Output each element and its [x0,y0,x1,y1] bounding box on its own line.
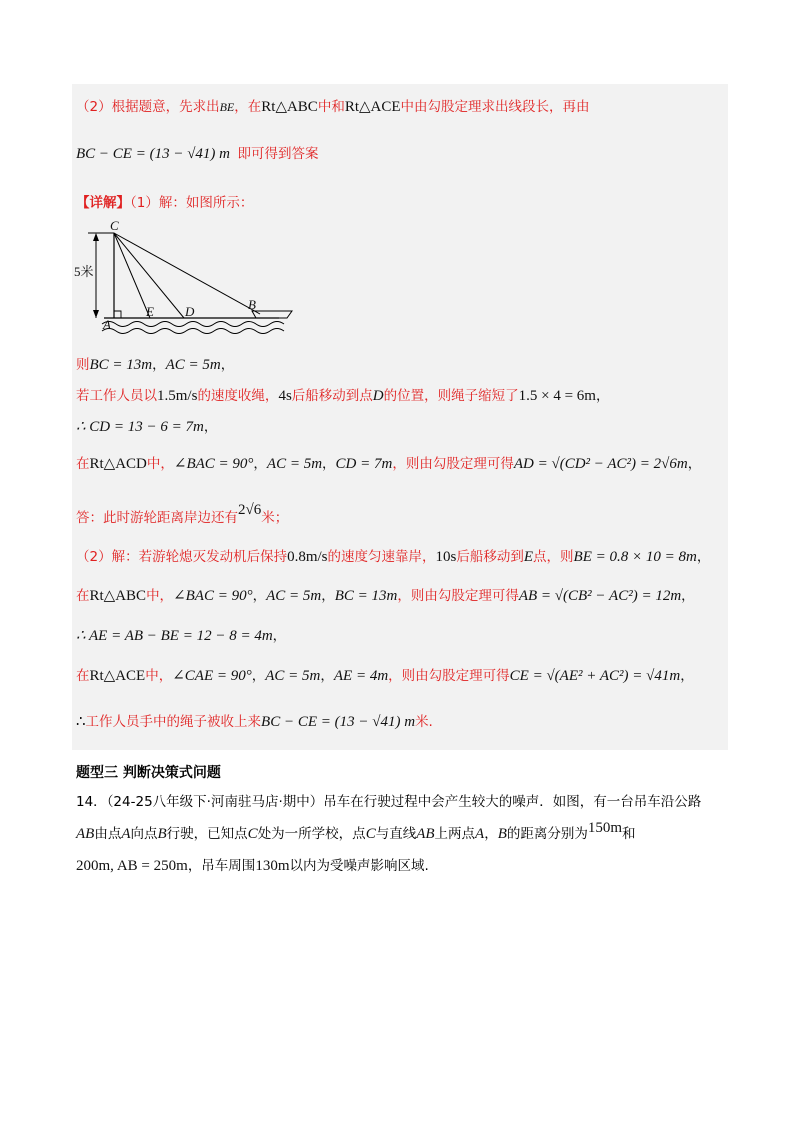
math-be: BE = 0.8 × 10 = 8m [573,549,697,565]
solution-line-4 [76,454,701,475]
text: 后船移动到点 [291,388,373,404]
math-angle: ∠BAC = 90° [173,456,254,472]
hint-text: （2）根据题意，先求出 [76,99,220,115]
text: 米. [415,714,433,730]
text: 在 [76,456,90,472]
detail-tag: 【详解】 [76,195,130,211]
math-point: A [121,826,131,842]
text: 和 [622,826,636,842]
solution-line-6 [76,547,710,568]
hint-line-1 [76,97,590,118]
math-distance: 150m [587,820,623,836]
text: ， [320,668,334,684]
text: 中， [145,668,173,684]
wave-line-1 [102,322,284,327]
text: （2）解：若游轮熄灭发动机后保持 [76,549,288,565]
math-be: BE [219,100,235,114]
solution-line-3 [76,417,217,438]
math-cd: ∴ CD = 13 − 6 = 7m [76,419,204,435]
hint-text: 中和 [317,99,345,115]
text: 的位置，则绳子缩短了 [383,388,519,404]
question-source: （24-25八年级下·河南驻马店·期中） [106,794,324,810]
arrow-up-icon [93,233,99,241]
math-rt-ace: Rt△ACE [89,668,146,684]
solution-line-5 [76,502,289,529]
hint-text: ，在 [234,99,262,115]
text: 上两点 [434,826,476,842]
text: 向点 [130,826,158,842]
math-bc-ce: BC − CE = (13 − √41) m [76,146,231,162]
math-angle: ∠CAE = 90° [172,668,252,684]
text: ， [680,668,694,684]
text: 行驶，已知点 [166,826,248,842]
math-ac: AC = 5m [165,357,221,373]
label-d: D [185,304,195,319]
math-radius: 130m [255,858,290,874]
label-5m: 5米 [74,264,94,279]
math-point: A [475,826,485,842]
rope-ship-figure [74,216,304,338]
math-speed: 1.5m/s [157,388,198,404]
math-ad: AD = √(CD² − AC²) = 2√6m [513,456,688,472]
detail-line [76,193,253,214]
math-point: B [497,826,507,842]
math-bc: BC = 13m [334,588,398,604]
math-rt-abc: Rt△ABC [89,588,147,604]
label-e: E [146,304,154,319]
hint-line-2 [76,144,319,165]
question-line-3 [76,856,429,877]
math-speed: 0.8m/s [287,549,328,565]
math-ab: AB [416,826,435,842]
section-heading: 题型三 判断决策式问题 [76,765,221,781]
question-number: 14． [76,794,107,810]
text: ，吊车周围 [187,858,256,874]
label-c: C [110,218,119,233]
math-point: C [247,826,258,842]
math-ce: CE = √(AE² + AC²) = √41m [509,668,681,684]
text: ，则由勾股定理可得 [397,588,519,604]
text: 后船移动到 [456,549,524,565]
text: ， [322,456,336,472]
text: 米； [261,510,289,526]
math-bc: BC = 13m [89,357,153,373]
solution-line-8 [76,626,286,647]
text: 若工作人员以 [76,388,157,404]
text: 中， [146,456,174,472]
math-point: C [365,826,376,842]
text: ， [321,588,335,604]
solution-line-1 [76,355,234,376]
text: 则 [76,357,90,373]
solution-line-9 [76,666,694,687]
label-a: A [103,317,111,332]
segment-ce [114,233,150,318]
text: 点，则 [533,549,574,565]
text: 的速度匀速靠岸， [327,549,436,565]
text: 与直线 [375,826,417,842]
text: ， [253,456,267,472]
hint-text: 即可得到答案 [237,146,319,162]
solution-line-2 [76,386,609,407]
math-rt-ace: Rt△ACE [344,99,401,115]
math-rt-acd: Rt△ACD [89,456,147,472]
math-ae: ∴ AE = AB − BE = 12 − 8 = 4m [76,628,273,644]
text: 以内为受噪声影响区域. [289,858,429,874]
text: ， [687,456,702,472]
question-text: 吊车在行驶过程中会产生较大的噪声．如图，有一台吊车沿公路 [323,794,702,810]
math-angle: ∠BAC = 90° [173,588,253,604]
math-ac: AC = 5m [266,588,322,604]
text: 由点 [94,826,122,842]
math-time: 4s [278,388,292,404]
math-ab: AB = √(CB² − AC²) = 12m [518,588,682,604]
segment-cb [114,233,260,314]
text: ， [220,357,235,373]
text: 的距离分别为 [506,826,588,842]
text: ， [696,549,711,565]
math-ac: AC = 5m [266,456,323,472]
right-angle-mark [114,311,121,318]
text: ， [272,628,287,644]
text: ， [252,588,267,604]
math-point-e: E [523,549,534,565]
text: 在 [76,588,90,604]
label-b: B [248,297,256,312]
text: ，则由勾股定理可得 [392,456,514,472]
math-point: B [157,826,167,842]
solution-line-7 [76,586,695,607]
therefore-symbol: ∴ [76,714,86,730]
text: 中， [146,588,174,604]
math-ab: AB [76,826,95,842]
question-line-1 [76,792,701,813]
text: ， [152,357,166,373]
boat-icon [252,311,292,318]
math-distances: 200m, AB = 250m [76,858,188,874]
arrow-down-icon [93,310,99,318]
math-ae: AE = 4m [333,668,389,684]
wave-line-2 [102,329,284,334]
solution-line-10 [76,712,433,733]
text: 答：此时游轮距离岸边还有 [76,510,238,526]
math-shorten: 1.5 × 4 = 6m [518,388,596,404]
math-cd: CD = 7m [335,456,393,472]
hint-text: 中由勾股定理求出线段长，再由 [400,99,590,115]
math-answer: 2√6 [238,502,262,518]
text: 的速度收绳， [197,388,279,404]
math-bc-ce: BC − CE = (13 − √41) m [261,714,416,730]
text: ， [251,668,266,684]
math-rt-abc: Rt△ABC [261,99,318,115]
math-ac: AC = 5m [265,668,321,684]
text: ， [484,826,498,842]
question-line-2 [76,820,636,845]
text: 工作人员手中的绳子被收上来 [85,714,262,730]
text: ， [595,388,610,404]
text: 处为一所学校，点 [257,826,366,842]
math-time: 10s [435,549,457,565]
text: ， [681,588,695,604]
detail-text: （1）解：如图所示： [130,195,254,211]
math-point-d: D [372,388,384,404]
text: 在 [76,668,90,684]
text: ， [203,419,218,435]
text: ，则由勾股定理可得 [388,668,510,684]
